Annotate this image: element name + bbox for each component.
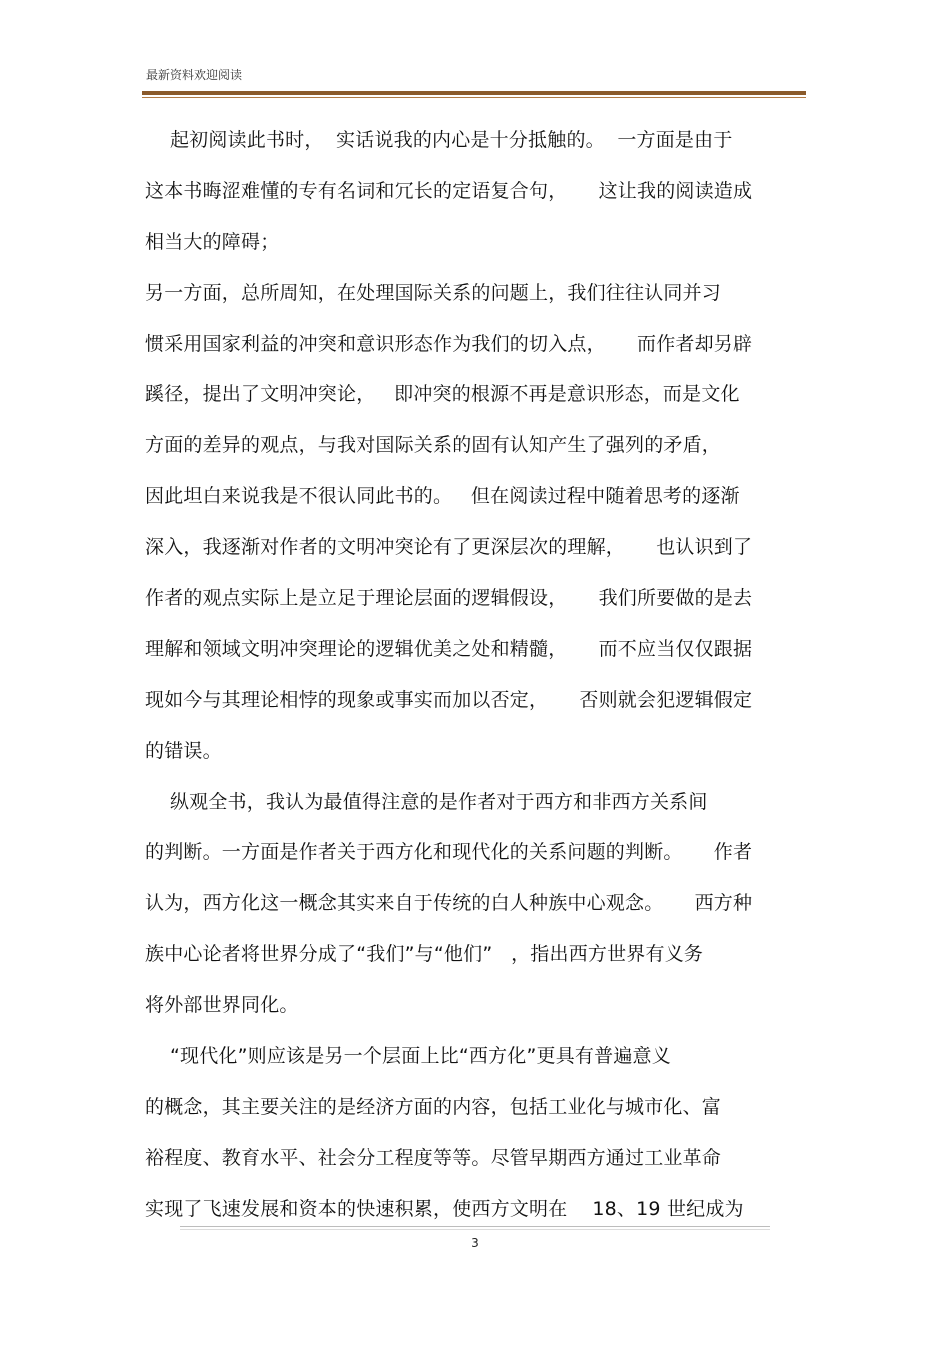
text-line: 的错误。	[145, 739, 222, 762]
text-line: 因此坦白来说我是不很认同此书的。 但在阅读过程中随着思考的逐渐	[145, 485, 740, 508]
text-line: 相当大的障碍；	[145, 230, 280, 253]
text-line: 理解和领域文明冲突理论的逻辑优美之处和精髓， 而不应当仅仅跟据	[145, 637, 753, 660]
text-line: 现如今与其理论相悖的现象或事实而加以否定， 否则就会犯逻辑假定	[145, 688, 753, 711]
page-number: 3	[471, 1236, 479, 1250]
text-line: 族中心论者将世界分成了“我们”与“他们” ，指出西方世界有义务	[145, 943, 704, 966]
footer-divider-light	[180, 1229, 770, 1230]
text-line: 深入，我逐渐对作者的文明冲突论有了更深层次的理解， 也认识到了	[145, 536, 753, 559]
text-line: 另一方面，总所周知，在处理国际关系的问题上，我们往往认同并习	[145, 281, 722, 304]
footer-divider	[180, 1226, 770, 1227]
text-line: 实现了飞速发展和资本的快速积累，使西方文明在 18、19 世纪成为	[145, 1197, 744, 1220]
document-body	[145, 122, 815, 1242]
page-header: 最新资料欢迎阅读	[146, 68, 243, 82]
text-line: 裕程度、教育水平、社会分工程度等等。尽管早期西方通过工业革命	[145, 1146, 722, 1169]
text-line: 惯采用国家利益的冲突和意识形态作为我们的切入点， 而作者却另辟	[145, 332, 753, 355]
text-line: 纵观全书，我认为最值得注意的是作者对于西方和非西方关系间	[145, 790, 708, 813]
text-line: 将外部世界同化。	[145, 994, 299, 1017]
text-line: “现代化”则应该是另一个层面上比“西方化”更具有普遍意义	[145, 1045, 671, 1068]
text-line: 方面的差异的观点，与我对国际关系的固有认知产生了强列的矛盾，	[145, 434, 722, 457]
text-line: 的判断。一方面是作者关于西方化和现代化的关系问题的判断。 作者	[145, 841, 753, 864]
header-divider-thick	[142, 91, 806, 95]
header-divider-thin	[142, 97, 806, 98]
text-line: 蹊径，提出了文明冲突论， 即冲突的根源不再是意识形态，而是文化	[145, 383, 740, 406]
text-line: 这本书晦涩难懂的专有名词和冗长的定语复合句， 这让我的阅读造成	[145, 179, 753, 202]
text-line: 认为，西方化这一概念其实来自于传统的白人种族中心观念。 西方种	[145, 892, 753, 915]
text-line: 作者的观点实际上是立足于理论层面的逻辑假设， 我们所要做的是去	[145, 587, 753, 610]
text-line: 的概念，其主要关注的是经济方面的内容，包括工业化与城市化、富	[145, 1095, 722, 1118]
text-line: 起初阅读此书时， 实话说我的内心是十分抵触的。 一方面是由于	[145, 129, 733, 151]
